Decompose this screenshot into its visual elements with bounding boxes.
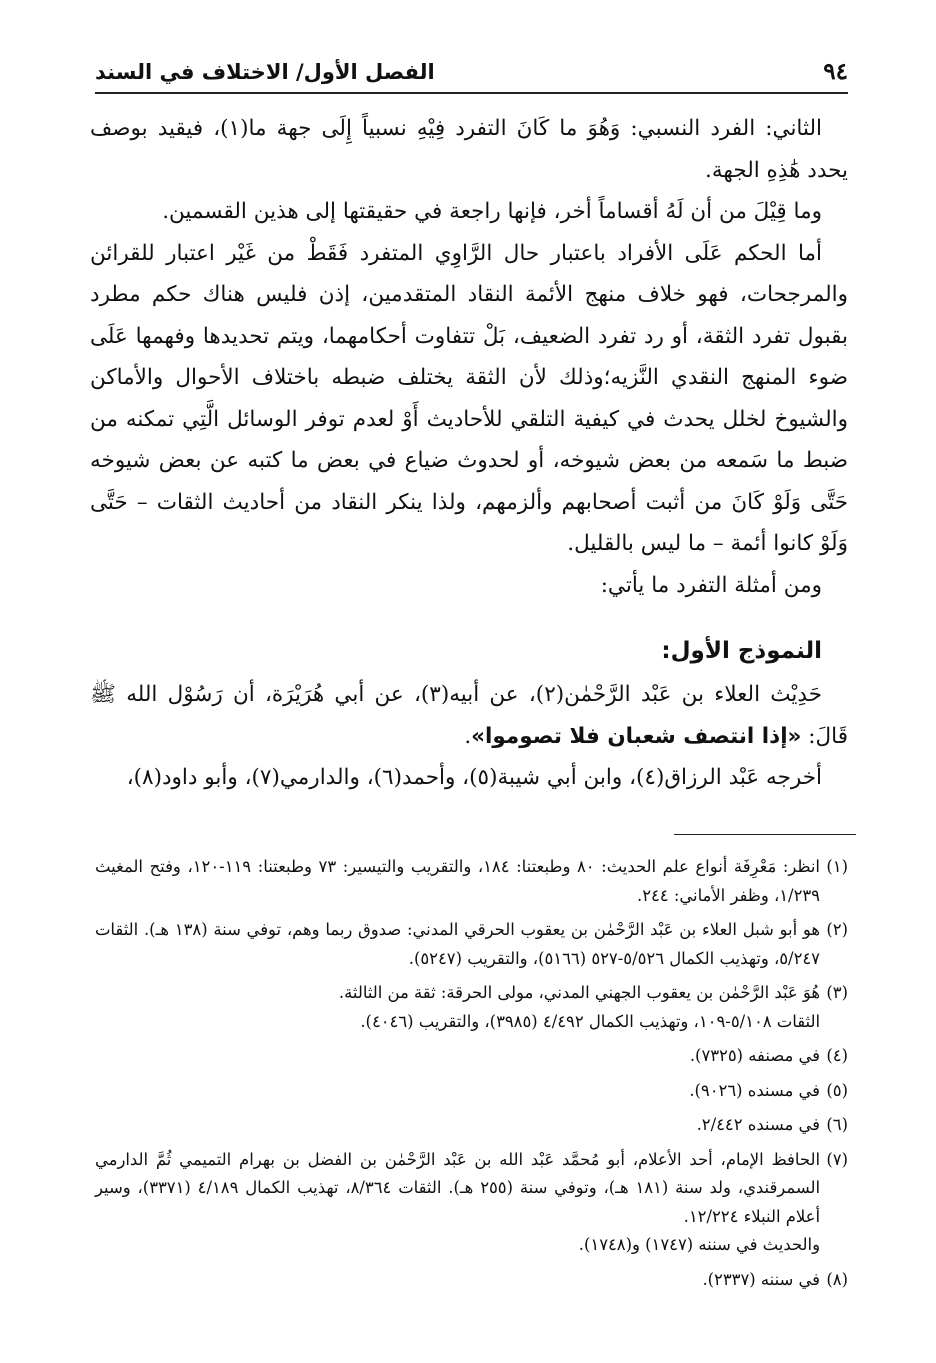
section-heading: النموذج الأول: (661, 638, 822, 664)
hadith-paragraph (90, 674, 848, 757)
footnote-number: (٣) (826, 983, 848, 1002)
main-text (90, 108, 848, 799)
footnote-text: انظر: مَعْرِفَة أنواع علم الحديث: ٨٠ وطبعتنا: ١٨٤، والتقريب والتيسير: ٧٣ وطبعتنا: ١١٩-١٢٠، وفتح المغيث ١/٢٣٩، وظفر الأماني: ٢٤٤. (95, 857, 820, 905)
footnote-number: (٦) (826, 1115, 848, 1134)
footnote (95, 1042, 848, 1071)
paragraph: أخرجه عَبْد الرزاق(٤)، وابن أبي شيبة(٥)، وأحمد(٦)، والدارمي(٧)، وأبو داود(٨)، (126, 765, 822, 790)
hadith-quote: «إذا انتصف شعبان فلا تصوموا» (471, 723, 802, 749)
running-title: الفصل الأول/ الاختلاف في السند (95, 60, 435, 84)
footnote-text-extra: الثقات ٥/١٠٨-١٠٩، وتهذيب الكمال ٤/٤٩٢ (٣٩٨٥)، والتقريب (٤٠٤٦). (360, 1011, 820, 1031)
footnote (95, 1111, 848, 1140)
footnote (95, 979, 848, 1036)
paragraph: الثاني: الفرد النسبي: وَهُوَ ما كَانَ التفرد فِيْهِ نسبياً إِلَى جهة ما(١)، فيقيد بوصف يحدد هَٰذِهِ الجهة. (90, 116, 848, 183)
footnote-text: في سننه (٢٣٣٧). (702, 1269, 820, 1289)
footnote-text: في مسنده ٢/٤٤٢. (696, 1115, 820, 1134)
footnote-number: (٨) (826, 1269, 848, 1289)
footnote-number: (١) (826, 857, 848, 876)
footnotes (95, 853, 848, 1300)
footnote (95, 1077, 848, 1106)
footnote (95, 853, 848, 910)
footnote-number: (٥) (826, 1080, 848, 1100)
page-number: ٩٤ (823, 58, 848, 85)
footnote-text: الحافظ الإمام، أحد الأعلام، أبو مُحمَّد عَبْد الله بن عَبْد الرَّحْمٰن بن الفضل بن بهرام التميمي ثُمَّ الدارمي السمرقندي، ولد سنة (١٨١ هـ)، وتوفي سنة (٢٥٥ هـ). الثقات ٨/٣٦٤، تهذيب الكمال ٤/١٨٩ (٣٣٧١)، وسير أعلام النبلاء ١٢/٢٢٤. (95, 1149, 820, 1226)
footnote-number: (٤) (826, 1046, 848, 1065)
footnote-number: (٢) (826, 920, 848, 939)
paragraph: أما الحكم عَلَى الأفراد باعتبار حال الرَّاوِي المتفرد فَقَطْ من غَيْر اعتبار للقرائن والمرجحات، فهو خلاف منهج الأئمة النقاد المتقدمين، إذن فليس هناك حكم مطرد بقبول تفرد الثقة، أو رد تفرد الضعيف، بَلْ تتفاوت أحكامهما، ويتم تحديدها وفهمها عَلَى ضوء المنهج النقدي النَّزيه؛وذلك لأن الثقة يختلف ضبطه باختلاف الأحوال والأماكن والشيوخ لخلل يحدث في كيفية التلقي للأحاديث أَوْ لعدم توفر الوسائل الَّتِي تمكنه من ضبط ما سَمعه من بعض شيوخه، أو لحدوث ضياع في بعض ما كتبه عن بعض شيوخه حَتَّى وَلَوْ كَانَ من أثبت أصحابهم وألزمهم، ولذا ينكر النقاد من أحاديث الثقات – حَتَّى وَلَوْ كانوا أئمة – ما ليس بالقليل. (90, 240, 848, 556)
footnote-number: (٧) (826, 1149, 848, 1169)
footnote-text: هُوَ عَبْد الرَّحْمٰن بن يعقوب الجهني المدني، مولى الحرقة: ثقة من الثالثة. (338, 983, 820, 1002)
footnote-separator (674, 834, 856, 835)
footnote (95, 1266, 848, 1295)
footnote (95, 1146, 848, 1260)
page-header (95, 52, 848, 94)
footnote-text: هو أبو شبل العلاء بن عَبْد الرَّحْمٰن بن يعقوب الحرقي المدني: صدوق ربما وهم، توفي سنة (١٣٨ هـ). الثقات ٥/٢٤٧، وتهذيب الكمال ٥/٥٢٦-٥٢٧ (٥١٦٦)، والتقريب (٥٢٤٧). (95, 920, 820, 968)
paragraph: ومن أمثلة التفرد ما يأتي: (600, 572, 822, 598)
hadith-intro: حَدِيْث العلاء بن عَبْد الرَّحْمٰن(٢)، عن أبيه(٣)، عن أبي هُرَيْرَة، أن رَسُوْل الله ﷺ قَالَ: (90, 682, 848, 749)
paragraph: وما قِيْلَ من أن لَهُ أقساماً أخر، فإنها راجعة في حقيقتها إلى هذين القسمين. (162, 199, 822, 224)
footnote (95, 916, 848, 973)
footnote-text: في مصنفه (٧٣٢٥). (689, 1046, 820, 1065)
footnote-text: في مسنده (٩٠٢٦). (689, 1080, 820, 1100)
hadith-end: . (464, 723, 472, 749)
footnote-text-extra: والحديث في سننه (١٧٤٧) و(١٧٤٨). (578, 1235, 820, 1254)
